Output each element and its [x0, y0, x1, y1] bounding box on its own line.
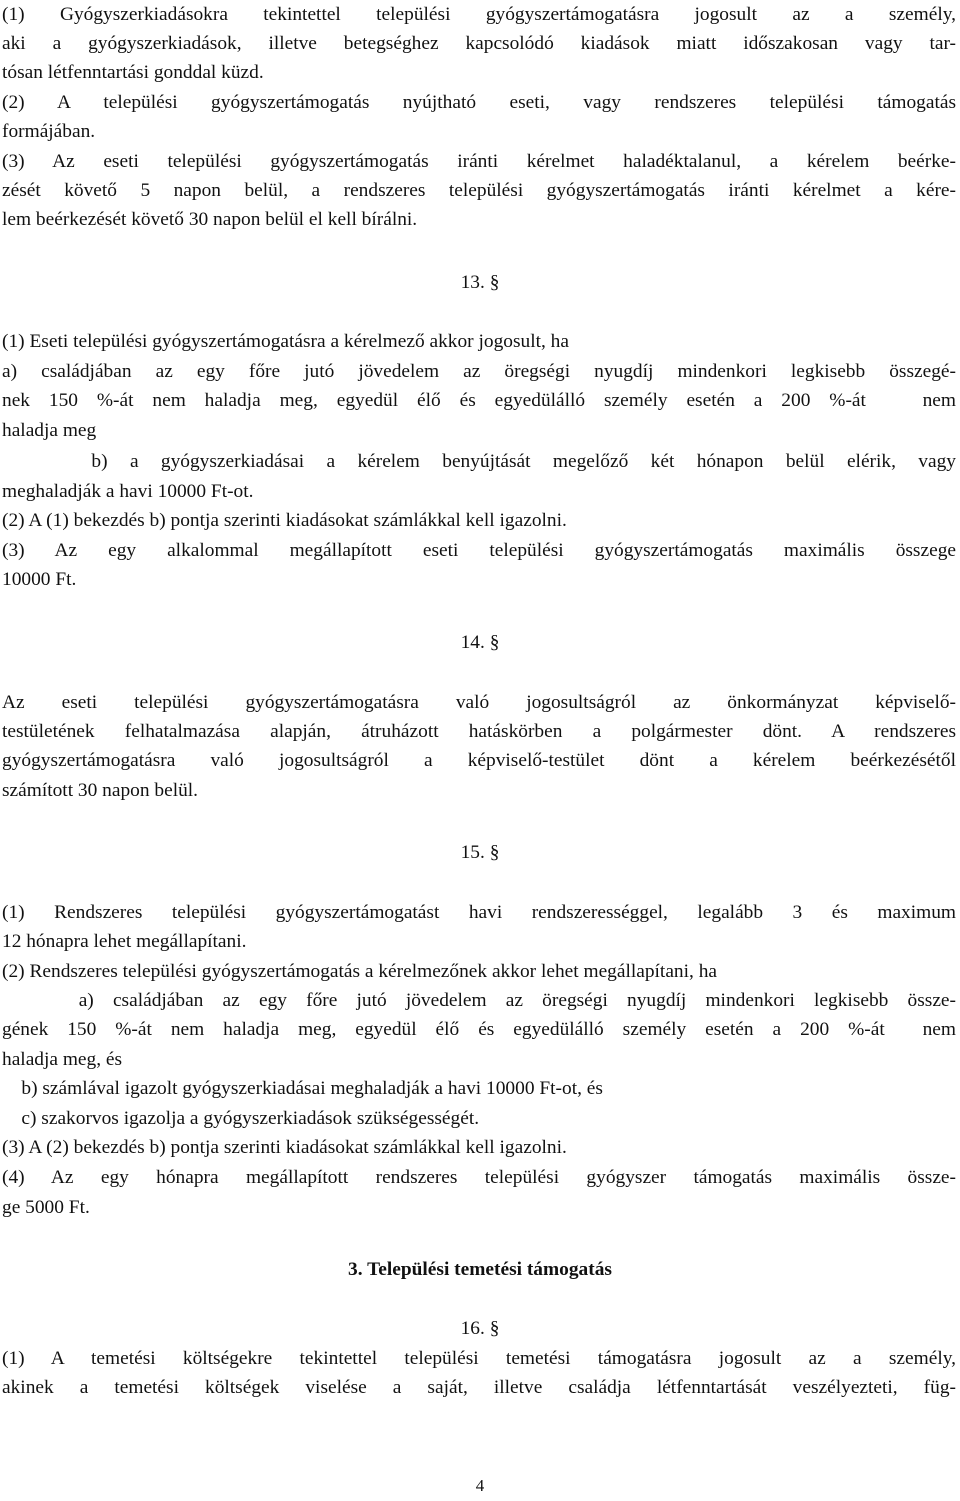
paragraph-line: haladja meg, és	[2, 1049, 123, 1070]
paragraph-line: (1) Rendszeres települési gyógyszertámogatást havi rendszerességgel, legalább 3 és maximum	[2, 902, 956, 923]
paragraph-line: testületének felhatalmazása alapján, átruházott hatáskörben a polgármester dönt. A rendszeres	[2, 721, 956, 742]
paragraph-line: (4) Az egy hónapra megállapított rendszeres települési gyógyszer támogatás maximális össze-	[2, 1167, 956, 1188]
paragraph-line: aki a gyógyszerkiadások, illetve betegséghez kapcsolódó kiadások miatt időszakosan vagy tar-	[2, 33, 956, 54]
paragraph-line: meghaladják a havi 10000 Ft-ot.	[2, 481, 254, 502]
paragraph-line: (1) Gyógyszerkiadásokra tekintettel települési gyógyszertámogatásra jogosult az a személy,	[2, 4, 956, 25]
paragraph-line: 12 hónapra lehet megállapítani.	[2, 931, 247, 952]
page-number: 4	[475, 1476, 485, 1495]
paragraph-line: nek 150 %-át nem haladja meg, egyedül élő és egyedülálló személy esetén a 200 %-át nem	[2, 390, 956, 411]
paragraph-line: tósan létfenntartási gonddal küzd.	[2, 62, 264, 83]
paragraph-line: c) szakorvos igazolja a gyógyszerkiadások szükségességét.	[2, 1108, 480, 1129]
chapter-heading: 3. Települési temetési támogatás	[348, 1259, 612, 1280]
paragraph-line: 10000 Ft.	[2, 569, 77, 590]
paragraph-line: (1) A temetési költségekre tekintettel települési temetési támogatásra jogosult az a személy,	[2, 1348, 956, 1369]
section-number-16: 16. §	[460, 1318, 500, 1339]
paragraph-line: számított 30 napon belül.	[2, 780, 199, 801]
paragraph-line: gyógyszertámogatásra való jogosultságról a képviselő-testület dönt a kérelem beérkezésétől	[2, 750, 956, 771]
paragraph-line: (2) Rendszeres települési gyógyszertámogatás a kérelmezőnek akkor lehet megállapítani, ha	[2, 961, 718, 982]
paragraph-line: (3) A (2) bekezdés b) pontja szerinti kiadásokat számlákkal kell igazolni.	[2, 1137, 567, 1158]
section-number-15: 15. §	[460, 842, 500, 863]
paragraph-line: b) a gyógyszerkiadásai a kérelem benyújtását megelőző két hónapon belül elérik, vagy	[2, 451, 956, 472]
paragraph-line: akinek a temetési költségek viselése a saját, illetve családja létfenntartását veszélyezteti, füg-	[2, 1377, 956, 1398]
paragraph-line: (3) Az eseti települési gyógyszertámogatás iránti kérelmet haladéktalanul, a kérelem beérke-	[2, 151, 956, 172]
paragraph-line: haladja meg	[2, 420, 97, 441]
paragraph-line: formájában.	[2, 121, 96, 142]
section-number-13: 13. §	[460, 272, 500, 293]
paragraph-line: Az eseti települési gyógyszertámogatásra való jogosultságról az önkormányzat képviselő-	[2, 692, 956, 713]
paragraph-line: (2) A (1) bekezdés b) pontja szerinti kiadásokat számlákkal kell igazolni.	[2, 510, 567, 531]
paragraph-line: zését követő 5 napon belül, a rendszeres települési gyógyszertámogatás iránti kérelmet a kére-	[2, 180, 956, 201]
paragraph-line: (3) Az egy alkalommal megállapított eseti települési gyógyszertámogatás maximális összege	[2, 540, 956, 561]
paragraph-line: (2) A települési gyógyszertámogatás nyújtható eseti, vagy rendszeres települési támogatás	[2, 92, 956, 113]
paragraph-line: a) családjában az egy főre jutó jövedelem az öregségi nyugdíj mindenkori legkisebb összegé-	[2, 361, 956, 382]
paragraph-line: lem beérkezését követő 30 napon belül el kell bírálni.	[2, 209, 418, 230]
paragraph-line: b) számlával igazolt gyógyszerkiadásai meghaladják a havi 10000 Ft-ot, és	[2, 1078, 603, 1099]
paragraph-line: (1) Eseti települési gyógyszertámogatásra a kérelmező akkor jogosult, ha	[2, 331, 569, 352]
paragraph-line: gének 150 %-át nem haladja meg, egyedül élő és egyedülálló személy esetén a 200 %-át nem	[2, 1019, 956, 1040]
paragraph-line: a) családjában az egy főre jutó jövedelem az öregségi nyugdíj mindenkori legkisebb össze-	[2, 990, 956, 1011]
section-number-14: 14. §	[460, 632, 500, 653]
paragraph-line: ge 5000 Ft.	[2, 1197, 90, 1218]
